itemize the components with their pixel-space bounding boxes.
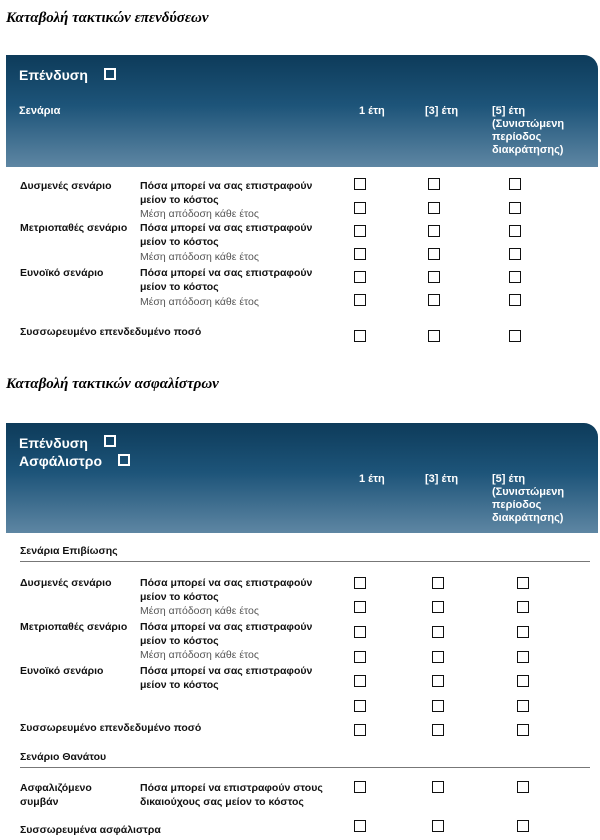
checkbox[interactable] bbox=[432, 820, 444, 832]
checkbox[interactable] bbox=[517, 601, 529, 613]
return-question-line1: Πόσα μπορεί να σας επιστραφούν bbox=[140, 665, 313, 677]
section-title-investments: Καταβολή τακτικών επενδύσεων bbox=[6, 10, 209, 26]
return-question-line1: Πόσα μπορεί να σας επιστραφούν bbox=[140, 222, 313, 234]
checkbox[interactable] bbox=[517, 724, 529, 736]
checkbox[interactable] bbox=[432, 601, 444, 613]
return-question-line2: μείον το κόστος bbox=[140, 635, 219, 647]
beneficiary-question-line1: Πόσα μπορεί να επιστραφούν στους bbox=[140, 782, 323, 794]
checkbox[interactable] bbox=[428, 225, 440, 237]
insured-event-label-line1: Ασφαλιζόμενο bbox=[20, 782, 92, 794]
checkbox[interactable] bbox=[517, 577, 529, 589]
checkbox[interactable] bbox=[428, 294, 440, 306]
checkbox[interactable] bbox=[509, 178, 521, 190]
checkbox[interactable] bbox=[517, 820, 529, 832]
column-header-3-years: [3] έτη bbox=[425, 473, 459, 485]
checkbox[interactable] bbox=[432, 651, 444, 663]
average-return-label: Μέση απόδοση κάθε έτος bbox=[140, 208, 259, 220]
average-return-label: Μέση απόδοση κάθε έτος bbox=[140, 605, 259, 617]
cumulative-invested-label: Συσσωρευμένο επενδεδυμένο ποσό bbox=[20, 722, 202, 734]
return-question-line2: μείον το κόστος bbox=[140, 281, 219, 293]
checkbox[interactable] bbox=[354, 651, 366, 663]
scenario-label: Ευνοϊκό σενάριο bbox=[20, 665, 104, 677]
cumulative-invested-label: Συσσωρευμένο επενδεδυμένο ποσό bbox=[20, 326, 202, 338]
checkbox[interactable] bbox=[354, 202, 366, 214]
checkbox[interactable] bbox=[509, 271, 521, 283]
investment-label: Επένδυση bbox=[19, 435, 88, 451]
investment-label: Επένδυση bbox=[19, 67, 88, 83]
checkbox[interactable] bbox=[432, 724, 444, 736]
average-return-label: Μέση απόδοση κάθε έτος bbox=[140, 296, 259, 308]
scenario-label: Δυσμενές σενάριο bbox=[20, 577, 112, 589]
checkbox[interactable] bbox=[354, 700, 366, 712]
checkbox[interactable] bbox=[354, 178, 366, 190]
checkbox[interactable] bbox=[354, 271, 366, 283]
checkbox[interactable] bbox=[509, 330, 521, 342]
investment-checkbox[interactable] bbox=[104, 68, 116, 80]
checkbox[interactable] bbox=[428, 271, 440, 283]
checkbox[interactable] bbox=[354, 248, 366, 260]
return-question-line2: μείον το κόστος bbox=[140, 236, 219, 248]
checkbox[interactable] bbox=[517, 700, 529, 712]
scenario-label: Μετριοπαθές σενάριο bbox=[20, 621, 128, 633]
checkbox[interactable] bbox=[354, 294, 366, 306]
premium-checkbox[interactable] bbox=[118, 454, 130, 466]
checkbox[interactable] bbox=[354, 820, 366, 832]
column-header-5-years: [5] έτη (Συνιστώμενη περίοδος διακράτησης) bbox=[492, 473, 565, 524]
premium-label: Ασφάλιστρο bbox=[19, 453, 103, 469]
return-question-line1: Πόσα μπορεί να σας επιστραφούν bbox=[140, 577, 313, 589]
column-header-1-year: 1 έτη bbox=[359, 105, 385, 117]
return-question-line1: Πόσα μπορεί να σας επιστραφούν bbox=[140, 267, 313, 279]
investment-checkbox[interactable] bbox=[104, 435, 116, 447]
checkbox[interactable] bbox=[432, 700, 444, 712]
scenarios-header: Σενάρια bbox=[19, 105, 61, 117]
checkbox[interactable] bbox=[432, 781, 444, 793]
scenario-label: Ευνοϊκό σενάριο bbox=[20, 267, 104, 279]
checkbox[interactable] bbox=[354, 577, 366, 589]
column-header-5-years: [5] έτη (Συνιστώμενη περίοδος διακράτησης) bbox=[492, 105, 565, 156]
survival-scenarios-title: Σενάρια Επιβίωσης bbox=[20, 545, 118, 557]
checkbox[interactable] bbox=[432, 577, 444, 589]
checkbox[interactable] bbox=[517, 626, 529, 638]
scenario-label: Δυσμενές σενάριο bbox=[20, 180, 112, 192]
column-header-3-years: [3] έτη bbox=[425, 105, 459, 117]
average-return-label: Μέση απόδοση κάθε έτος bbox=[140, 251, 259, 263]
beneficiary-question-line2: δικαιούχους σας μείον το κόστος bbox=[140, 796, 304, 808]
checkbox[interactable] bbox=[354, 225, 366, 237]
checkbox[interactable] bbox=[432, 626, 444, 638]
insured-event-label-line2: συμβάν bbox=[20, 796, 59, 808]
return-question-line2: μείον το κόστος bbox=[140, 679, 219, 691]
scenario-label: Μετριοπαθές σενάριο bbox=[20, 222, 128, 234]
checkbox[interactable] bbox=[428, 248, 440, 260]
checkbox[interactable] bbox=[428, 330, 440, 342]
checkbox[interactable] bbox=[517, 781, 529, 793]
checkbox[interactable] bbox=[509, 294, 521, 306]
checkbox[interactable] bbox=[354, 330, 366, 342]
return-question-line1: Πόσα μπορεί να σας επιστραφούν bbox=[140, 621, 313, 633]
accumulated-premiums-label: Συσσωρευμένα ασφάλιστρα bbox=[20, 824, 161, 836]
checkbox[interactable] bbox=[517, 651, 529, 663]
return-question-line1: Πόσα μπορεί να σας επιστραφούν bbox=[140, 180, 313, 192]
checkbox[interactable] bbox=[354, 724, 366, 736]
checkbox[interactable] bbox=[509, 225, 521, 237]
checkbox[interactable] bbox=[354, 626, 366, 638]
checkbox[interactable] bbox=[354, 781, 366, 793]
divider bbox=[20, 767, 590, 768]
table-header-band bbox=[6, 423, 598, 533]
checkbox[interactable] bbox=[428, 178, 440, 190]
return-question-line2: μείον το κόστος bbox=[140, 194, 219, 206]
death-scenario-title: Σενάριο Θανάτου bbox=[20, 751, 107, 763]
checkbox[interactable] bbox=[432, 675, 444, 687]
average-return-label: Μέση απόδοση κάθε έτος bbox=[140, 649, 259, 661]
checkbox[interactable] bbox=[428, 202, 440, 214]
checkbox[interactable] bbox=[354, 675, 366, 687]
column-header-1-year: 1 έτη bbox=[359, 473, 385, 485]
checkbox[interactable] bbox=[354, 601, 366, 613]
table-header-band bbox=[6, 55, 598, 167]
checkbox[interactable] bbox=[517, 675, 529, 687]
checkbox[interactable] bbox=[509, 248, 521, 260]
section-title-premiums: Καταβολή τακτικών ασφαλίστρων bbox=[6, 376, 219, 392]
return-question-line2: μείον το κόστος bbox=[140, 591, 219, 603]
checkbox[interactable] bbox=[509, 202, 521, 214]
divider bbox=[20, 561, 590, 562]
